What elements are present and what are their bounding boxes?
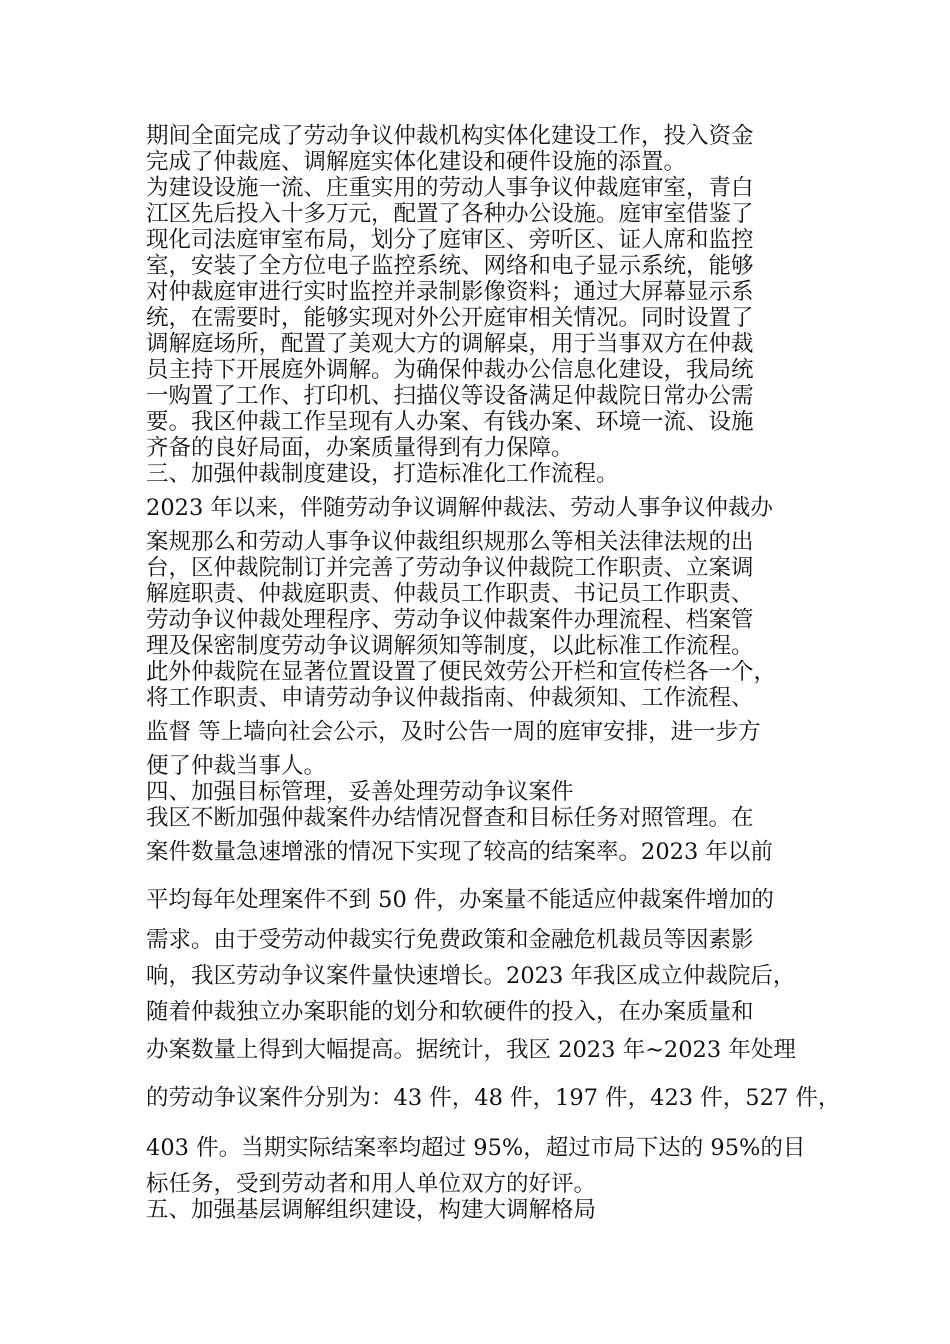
text-line: 便了仲裁当事人。 [146, 753, 327, 779]
text-line: 响，我区劳动争议案件量快速增长。2023 年我区成立仲裁院后， [146, 963, 796, 989]
section-heading: 五、加强基层调解组织建设，构建大调解格局 [146, 1197, 597, 1223]
text-line: 平均每年处理案件不到 50 件，办案量不能适应仲裁案件增加的 [146, 887, 774, 913]
text-line: 要。我区仲裁工作呈现有人办案、有钱办案、环境一流、设施 [146, 409, 754, 435]
text-line: 案规那么和劳动人事争议仲裁组织规那么等相关法律法规的出 [146, 529, 754, 555]
text-line: 需求。由于受劳动仲裁实行免费政策和金融危机裁员等因素影 [146, 927, 754, 953]
text-line: 403 件。当期实际结案率均超过 95%，超过市局下达的 95%的目 [146, 1135, 806, 1161]
text-line: 调解庭场所，配置了美观大方的调解桌，用于当事双方在仲裁 [146, 331, 754, 357]
text-line: 为建设设施一流、庄重实用的劳动人事争议仲裁庭审室，青白 [146, 175, 754, 201]
text-line: 将工作职责、申请劳动争议仲裁指南、仲裁须知、工作流程、 [146, 685, 754, 711]
text-line: 室，安装了全方位电子监控系统、网络和电子显示系统，能够 [146, 253, 754, 279]
text-line: 对仲裁庭审进行实时监控并录制影像资料；通过大屏幕显示系 [146, 279, 754, 305]
text-line: 案件数量急速增涨的情况下实现了较高的结案率。2023 年以前 [146, 839, 773, 865]
text-line: 齐备的良好局面，办案质量得到有力保障。 [146, 435, 574, 461]
text-line: 劳动争议仲裁处理程序、劳动争议仲裁案件办理流程、档案管 [146, 607, 754, 633]
text-line: 办案数量上得到大幅提高。据统计，我区 2023 年~2023 年处理 [146, 1037, 796, 1063]
section-heading: 四、加强目标管理，妥善处理劳动争议案件 [146, 779, 574, 805]
text-line: 完成了仲裁庭、调解庭实体化建设和硬件设施的添置。 [146, 149, 687, 175]
text-line: 解庭职责、仲裁庭职责、仲裁员工作职责、书记员工作职责、 [146, 581, 754, 607]
text-line: 期间全面完成了劳动争议仲裁机构实体化建设工作，投入资金 [146, 123, 754, 149]
text-line: 江区先后投入十多万元，配置了各种办公设施。庭审室借鉴了 [146, 201, 754, 227]
text-line: 随着仲裁独立办案职能的划分和软硬件的投入，在办案质量和 [146, 999, 754, 1025]
text-line: 监督 等上墙向社会公示，及时公告一周的庭审安排，进一步方 [146, 719, 761, 745]
text-line: 的劳动争议案件分别为：43 件，48 件，197 件，423 件，527 件， [146, 1085, 841, 1111]
text-line: 2023 年以来，伴随劳动争议调解仲裁法、劳动人事争议仲裁办 [146, 495, 773, 521]
text-line: 员主持下开展庭外调解。为确保仲裁办公信息化建设，我局统 [146, 357, 754, 383]
text-line: 标任务，受到劳动者和用人单位双方的好评。 [146, 1171, 597, 1197]
text-line: 台，区仲裁院制订并完善了劳动争议仲裁院工作职责、立案调 [146, 555, 754, 581]
text-line: 我区不断加强仲裁案件办结情况督查和目标任务对照管理。在 [146, 805, 754, 831]
section-heading: 三、加强仲裁制度建设，打造标准化工作流程。 [146, 461, 619, 487]
text-line: 此外仲裁院在显著位置设置了便民效劳公开栏和宣传栏各一个， [146, 659, 777, 685]
text-line: 统，在需要时，能够实现对外公开庭审相关情况。同时设置了 [146, 305, 754, 331]
text-line: 一购置了工作、打印机、扫描仪等设备满足仲裁院日常办公需 [146, 383, 754, 409]
text-line: 现化司法庭审室布局，划分了庭审区、旁听区、证人席和监控 [146, 227, 754, 253]
text-line: 理及保密制度劳动争议调解须知等制度，以此标准工作流程。 [146, 633, 754, 659]
